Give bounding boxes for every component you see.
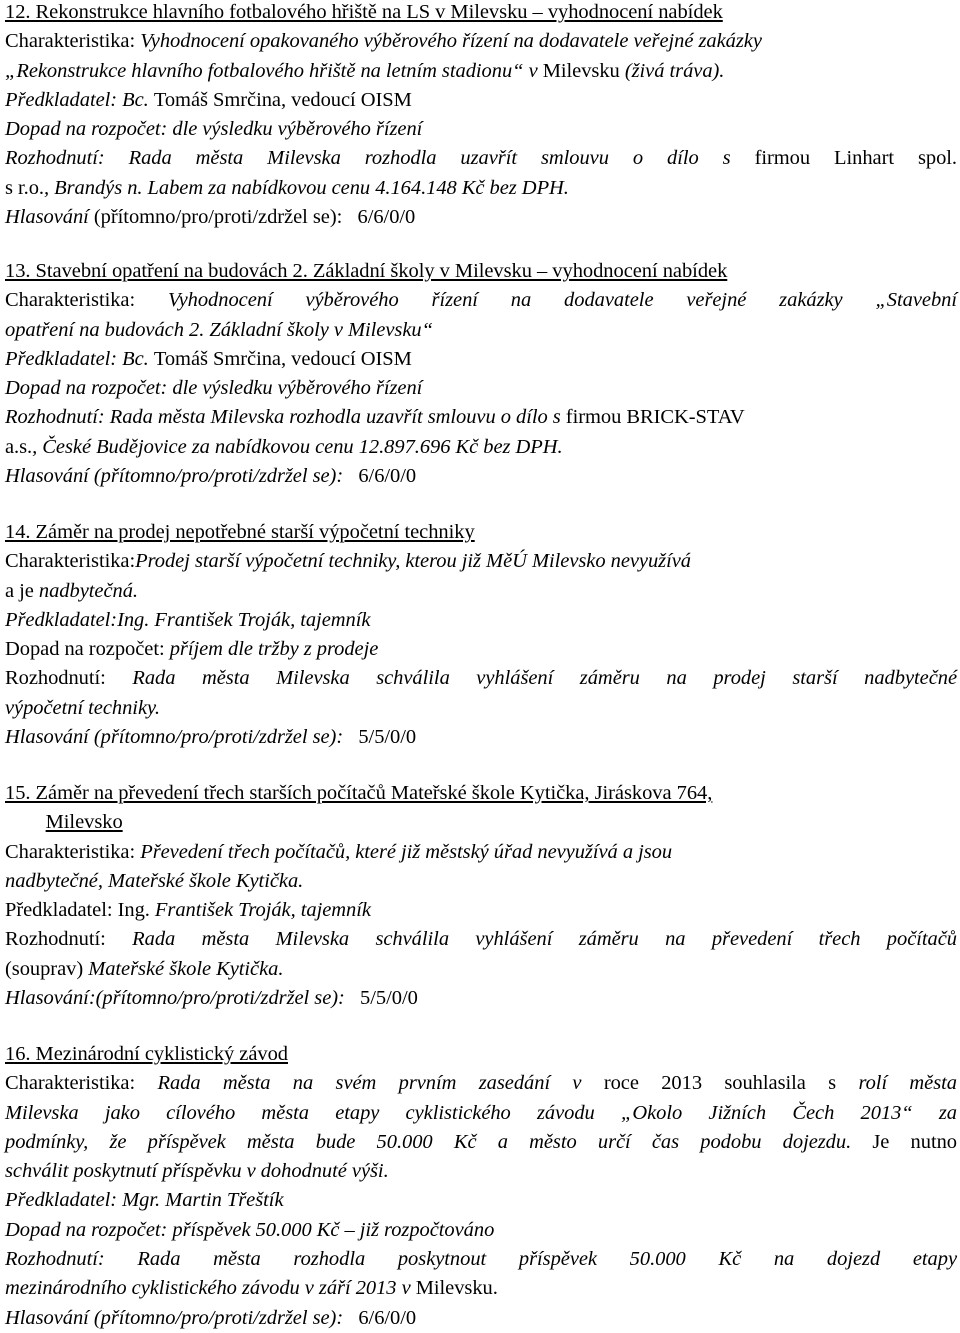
item-heading	[5, 0, 957, 27]
characteristic-text: Rada města na svém prvním zasedání v	[135, 1072, 604, 1095]
characteristic-text: Vyhodnocení výběrového řízení na dodavatele veřejné zakázky „Stavební	[135, 289, 957, 312]
proposer-line	[5, 86, 957, 115]
item-heading	[5, 518, 957, 547]
characteristic-text: schválit poskytnutí příspěvku v	[5, 1160, 261, 1183]
label-dopad: Dopad na rozpočet:	[5, 377, 168, 400]
heading-text: 14. Záměr na prodej nepotřebné starší výpočetní techniky	[5, 521, 475, 543]
proposer-name: František Troják, tajemník	[154, 608, 371, 631]
characteristic-line	[5, 1157, 957, 1186]
agenda-item-12	[5, 0, 957, 232]
label-rozhodnuti: Rozhodnutí:	[5, 667, 106, 690]
proposer-name: Martin Třeštík	[165, 1189, 284, 1212]
decision-text: firmou Linhart spol.	[754, 147, 957, 170]
budget-line	[5, 1216, 957, 1245]
decision-text: Milevsku.	[415, 1277, 498, 1300]
item-heading	[5, 257, 957, 286]
decision-line	[5, 144, 957, 173]
proposer-name: Tomáš Smrčina, vedoucí OISM	[153, 88, 412, 111]
budget-line	[5, 374, 957, 403]
vote-caption: (přítomno/pro/proti/zdržel se):	[88, 465, 344, 488]
characteristic-line	[5, 867, 957, 896]
budget-line	[5, 635, 957, 664]
characteristic-text: roce 2013 souhlasila s	[603, 1072, 859, 1095]
label-rozhodnuti: Rozhodnutí:	[5, 928, 106, 951]
characteristic-text: Milevsku	[542, 59, 620, 82]
vote-caption: (přítomno/pro/proti/zdržel se):	[88, 1306, 344, 1329]
decision-line	[5, 1274, 957, 1303]
characteristic-line	[5, 57, 957, 86]
decision-text: (souprav)	[5, 957, 89, 980]
characteristic-line	[5, 838, 957, 867]
proposer-title: Mgr.	[117, 1189, 166, 1212]
heading-text: 12. Rekonstrukce hlavního fotbalového hřiště na LS v Milevsku – vyhodnocení nabídek	[5, 1, 723, 23]
label-charakteristika: Charakteristika:	[5, 289, 136, 312]
decision-line	[5, 955, 957, 984]
label-rozhodnuti: Rozhodnutí:	[5, 1248, 105, 1271]
decision-text: bídkovou cenu 4.164.148 Kč bez DPH.	[251, 176, 569, 199]
label-hlasovani: Hlasování:	[5, 987, 96, 1010]
decision-line	[5, 403, 957, 432]
vote-result: 6/6/0/0	[358, 465, 417, 488]
decision-text: firmou BRICK-STAV	[565, 406, 745, 429]
characteristic-text: a je	[5, 579, 39, 602]
decision-text: Rada města rozhodla poskytnout příspěvek 50.000 Kč na dojezd etapy	[104, 1248, 957, 1271]
vote-line	[5, 462, 957, 491]
proposer-name: Tomáš Smrčina, vedoucí OISM	[153, 347, 412, 370]
characteristic-text: opatření na budovách 2. Základní školy v Milevsku“	[5, 318, 433, 341]
heading-text: 16. Mezinárodní cyklistický závod	[5, 1043, 288, 1065]
characteristic-line	[5, 27, 957, 56]
heading-text: 13. Stavební opatření na budovách 2. Základní školy v Milevsku – vyhodnocení nabídek	[5, 260, 728, 282]
budget-text: příspěvek 50.000 Kč – již rozpočtováno	[167, 1218, 495, 1241]
decision-text: , Brandýs n. Labem za na	[44, 176, 252, 199]
heading-text: Milevsko	[45, 811, 123, 834]
label-charakteristika: Charakteristika:	[5, 840, 136, 863]
label-charakteristika: Charakteristika:	[5, 30, 136, 53]
decision-text: Rada města Milevska schválila vyhlášení záměru na převedení třech počítačů	[105, 928, 957, 951]
label-dopad: Dopad na rozpočet:	[5, 638, 165, 661]
characteristic-text: dohodnuté výši.	[260, 1160, 389, 1183]
proposer-line	[5, 1186, 957, 1215]
proposer-title: Ing.	[117, 608, 155, 631]
decision-text: Rada města Milevska rozhodla uzavřít smlouvu o dílo s	[104, 147, 755, 170]
vote-result: 5/5/0/0	[360, 987, 418, 1010]
label-hlasovani: Hlasování	[5, 726, 89, 749]
budget-text: dle výsledku výběrového řízení	[167, 377, 423, 400]
proposer-line	[5, 896, 957, 925]
decision-line	[5, 1245, 957, 1274]
label-predkladatel: Předkladatel:	[5, 347, 118, 370]
decision-text: výpočetní techniky.	[5, 696, 160, 719]
decision-text: Rada města Milevska rozhodla uzavřít smlouvu o dílo s	[104, 406, 566, 429]
label-hlasovani: Hlasování	[5, 1306, 89, 1329]
characteristic-line	[5, 286, 957, 315]
label-dopad: Dopad na rozpočet:	[5, 118, 168, 141]
decision-text: mezinárodního cyklistického závodu v září 2013 v	[5, 1277, 416, 1300]
vote-line	[5, 1304, 957, 1333]
characteristic-text: (živá tráva).	[619, 59, 725, 82]
label-hlasovani: Hlasování	[5, 206, 89, 229]
characteristic-text: Vyhodnocení opakovaného výběrového řízení na dodavatele veřejné zakázky	[135, 30, 762, 53]
label-rozhodnuti: Rozhodnutí:	[5, 147, 105, 170]
item-heading	[5, 1040, 957, 1069]
characteristic-text: podmínky, že příspěvek města bude 50.000 Kč a město určí čas podobu dojezdu.	[5, 1130, 852, 1153]
decision-text: Rada města Milevska schválila vyhlášení záměru na prodej starší nadbytečné	[105, 667, 957, 690]
characteristic-text: nadbytečné, Mateřské škole Kytička.	[5, 869, 304, 892]
item-heading	[5, 779, 957, 808]
vote-result: 5/5/0/0	[358, 726, 417, 749]
proposer-title: Bc.	[117, 347, 154, 370]
budget-line	[5, 115, 957, 144]
characteristic-line	[5, 577, 957, 606]
characteristic-text: „Rekonstrukce hlavního fotbalového hřiště na letním stadionu“ v	[5, 59, 543, 82]
decision-text: s r.o.	[5, 176, 44, 199]
proposer-line	[5, 345, 957, 374]
item-heading-cont	[5, 808, 957, 837]
characteristic-line	[5, 1099, 957, 1128]
heading-text: 15. Záměr na převedení třech starších počítačů Mateřské škole Kytička, Jiráskova 764,	[5, 782, 713, 804]
proposer-title: Ing.	[112, 899, 155, 922]
vote-caption: (přítomno/pro/proti/zdržel se):	[88, 206, 343, 229]
proposer-line	[5, 606, 957, 635]
proposer-title: Bc.	[117, 88, 154, 111]
characteristic-text: Převedení třech počítačů, které již městský úřad nevyužívá a jsou	[135, 840, 673, 863]
budget-text: příjem dle tržby z prodeje	[164, 638, 379, 661]
decision-line	[5, 694, 957, 723]
decision-line	[5, 664, 957, 693]
decision-line	[5, 174, 957, 203]
decision-line	[5, 433, 957, 462]
vote-line	[5, 723, 957, 752]
characteristic-text: nadbytečná.	[38, 579, 138, 602]
characteristic-text: Je nutno	[851, 1130, 957, 1153]
label-predkladatel: Předkladatel:	[5, 1189, 118, 1212]
label-predkladatel: Předkladatel:	[5, 88, 118, 111]
label-dopad: Dopad na rozpočet:	[5, 1218, 168, 1241]
budget-text: dle výsledku výběrového řízení	[167, 118, 423, 141]
decision-text: Mateřské škole Kytička.	[88, 957, 284, 980]
label-charakteristika: Charakteristika:	[5, 550, 136, 573]
vote-caption: (přítomno/pro/proti/zdržel se):	[95, 987, 345, 1010]
label-predkladatel: Předkladatel:	[5, 608, 118, 631]
vote-line	[5, 203, 957, 232]
vote-line	[5, 984, 957, 1013]
characteristic-line	[5, 547, 957, 576]
label-hlasovani: Hlasování	[5, 465, 89, 488]
decision-text: , České Budějovice za nabídkovou cenu 12.897.696 Kč bez DPH.	[32, 435, 563, 458]
label-rozhodnuti: Rozhodnutí:	[5, 406, 105, 429]
label-predkladatel: Předkladatel:	[5, 899, 113, 922]
agenda-item-15	[5, 779, 957, 1013]
characteristic-line	[5, 316, 957, 345]
proposer-name: František Troják, tajemník	[154, 899, 371, 922]
decision-text: a.s.	[5, 435, 33, 458]
vote-result: 6/6/0/0	[358, 1306, 417, 1329]
characteristic-text: Prodej starší výpočetní techniky, kterou již MěÚ Milevsko nevyužívá	[135, 550, 691, 573]
characteristic-text: rolí města	[858, 1072, 958, 1095]
agenda-item-14	[5, 518, 957, 752]
agenda-item-13	[5, 257, 957, 491]
characteristic-line	[5, 1128, 957, 1157]
characteristic-line	[5, 1069, 957, 1098]
vote-result: 6/6/0/0	[357, 206, 416, 229]
label-charakteristika: Charakteristika:	[5, 1072, 136, 1095]
vote-caption: (přítomno/pro/proti/zdržel se):	[88, 726, 344, 749]
agenda-item-16	[5, 1040, 957, 1333]
decision-line	[5, 925, 957, 954]
characteristic-text: Milevska jako cílového města etapy cyklistického závodu „Okolo Jižních Čech 2013“ za	[5, 1101, 957, 1124]
